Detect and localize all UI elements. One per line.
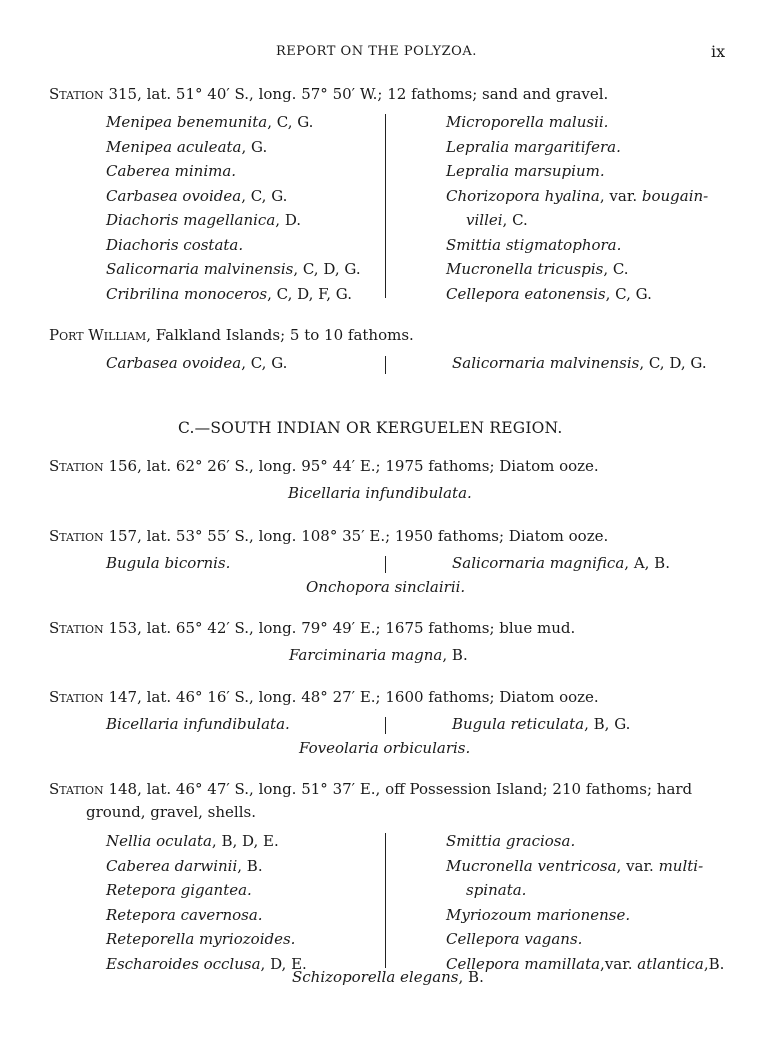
species-name: Cellepora mamillata bbox=[446, 954, 601, 973]
species-entry bbox=[106, 952, 307, 977]
species-locality-codes: , B. bbox=[237, 856, 263, 875]
column-divider bbox=[385, 833, 386, 968]
station-157-heading: Station 157, lat. 53° 55′ S., long. 108° 35′ E.; 1950 fathoms; Diatom ooze. bbox=[49, 527, 609, 545]
station-157-left-species: Bugula bicornis. bbox=[106, 554, 231, 572]
station-details: , Falkland Islands; 5 to 10 fathoms. bbox=[146, 326, 414, 344]
port-william-heading bbox=[49, 326, 414, 344]
station-156-heading: Station 156, lat. 62° 26′ S., long. 95° 44′ E.; 1975 fathoms; Diatom ooze. bbox=[49, 457, 599, 475]
species-name: spinata. bbox=[466, 881, 527, 899]
species-entry bbox=[106, 184, 361, 209]
station-157-right-species: Salicornaria magnifica, A, B. bbox=[452, 554, 670, 572]
species-entry bbox=[106, 233, 361, 258]
running-header: REPORT ON THE POLYZOA. bbox=[276, 44, 477, 59]
species-locality-codes: , C, G. bbox=[241, 186, 288, 205]
species-name: Retepora cavernosa. bbox=[106, 905, 263, 924]
species-name: Cellepora vagans. bbox=[446, 930, 583, 948]
species-locality-codes: , C, D, G. bbox=[293, 260, 361, 278]
species-locality-codes: ,var. bbox=[600, 954, 638, 973]
station-147-left-species: Bicellaria infundibulata. bbox=[106, 715, 290, 733]
station-315-heading bbox=[49, 85, 608, 103]
species-name: Carbasea ovoidea bbox=[106, 186, 242, 205]
species-name: Mucronella ventricosa bbox=[446, 856, 617, 875]
port-william-right-species: Salicornaria malvinensis, C, D, G. bbox=[452, 354, 707, 372]
species-name: Chorizopora hyalina bbox=[446, 186, 600, 205]
species-locality-codes: , C. bbox=[502, 211, 528, 229]
station-148-heading-continued: ground, gravel, shells. bbox=[86, 803, 256, 821]
species-name: Reteporella myriozoides. bbox=[106, 930, 296, 948]
station-label: Station bbox=[49, 85, 104, 103]
species-locality-codes: , C, G. bbox=[605, 284, 652, 303]
species-entry bbox=[446, 233, 708, 258]
species-entry bbox=[446, 927, 724, 952]
species-entry bbox=[446, 282, 708, 307]
species-entry bbox=[446, 829, 724, 854]
species-name: Menipea aculeata bbox=[106, 137, 242, 156]
species-variety: bougain- bbox=[641, 186, 709, 205]
species-entry bbox=[106, 135, 361, 160]
species-entry bbox=[446, 159, 708, 184]
species-locality-codes: , C. bbox=[603, 260, 629, 278]
station-147-center-species: Foveolaria orbicularis. bbox=[299, 739, 471, 757]
species-locality-codes: , B, D, E. bbox=[211, 832, 279, 850]
species-entry bbox=[106, 257, 361, 282]
station-315-left-list bbox=[106, 110, 361, 306]
species-locality-codes: , C, G. bbox=[267, 113, 314, 131]
species-entry bbox=[106, 903, 307, 928]
species-name: Caberea minima. bbox=[106, 162, 237, 180]
species-name: Smittia graciosa. bbox=[446, 832, 576, 850]
species-entry bbox=[106, 854, 307, 879]
station-153-species: Farciminaria magna, B. bbox=[289, 646, 468, 664]
species-locality-codes: , G. bbox=[241, 137, 268, 156]
species-name: Retepora gigantea. bbox=[106, 881, 252, 899]
species-entry bbox=[106, 110, 361, 135]
species-entry bbox=[106, 282, 361, 307]
species-name: Lepralia marsupium. bbox=[446, 162, 605, 180]
species-name: Microporella malusii. bbox=[446, 113, 609, 131]
station-details: 315, lat. 51° 40′ S., long. 57° 50′ W.; 12 fathoms; sand and gravel. bbox=[103, 85, 609, 103]
species-name: Cribrilina monoceros bbox=[106, 284, 268, 303]
species-locality-codes: ,B. bbox=[703, 954, 725, 973]
species-name: Menipea benemunita bbox=[106, 113, 268, 131]
species-entry bbox=[446, 208, 708, 233]
column-divider bbox=[385, 114, 386, 298]
species-entry bbox=[446, 110, 708, 135]
species-name: Diachoris magellanica bbox=[106, 211, 276, 229]
station-153-heading: Station 153, lat. 65° 42′ S., long. 79° 49′ E.; 1675 fathoms; blue mud. bbox=[49, 619, 576, 637]
species-entry bbox=[106, 927, 307, 952]
species-name: Escharoides occlusa bbox=[106, 954, 261, 973]
station-156-species: Bicellaria infundibulata. bbox=[288, 484, 472, 502]
species-entry bbox=[446, 257, 708, 282]
species-name: Myriozoum marionense. bbox=[446, 905, 631, 924]
section-title: C.—SOUTH INDIAN OR KERGUELEN REGION. bbox=[178, 419, 563, 437]
port-william-left-species: Carbasea ovoidea, C, G. bbox=[106, 354, 288, 372]
column-divider bbox=[385, 556, 386, 573]
species-name: villei bbox=[466, 211, 503, 229]
species-name: Nellia oculata bbox=[106, 832, 212, 850]
station-label: Port William bbox=[49, 326, 147, 344]
species-name: Caberea darwinii bbox=[106, 856, 238, 875]
station-148-left-list bbox=[106, 829, 307, 976]
species-entry bbox=[106, 208, 361, 233]
species-locality-codes: , D. bbox=[275, 211, 302, 229]
station-147-right-species: Bugula reticulata, B, G. bbox=[452, 715, 631, 733]
column-divider bbox=[385, 356, 386, 374]
station-148-right-list bbox=[446, 829, 724, 976]
species-entry bbox=[446, 952, 724, 977]
species-entry bbox=[106, 829, 307, 854]
species-entry bbox=[106, 878, 307, 903]
species-name: Salicornaria malvinensis bbox=[106, 260, 294, 278]
species-name: Smittia stigmatophora. bbox=[446, 235, 622, 254]
station-315-right-list bbox=[446, 110, 708, 306]
station-157-center-species: Onchopora sinclairii. bbox=[306, 578, 466, 596]
species-name: Lepralia margaritifera. bbox=[446, 137, 621, 156]
species-variety: multi- bbox=[658, 856, 704, 875]
species-entry bbox=[446, 903, 724, 928]
column-divider bbox=[385, 717, 386, 734]
species-variety: atlantica bbox=[637, 954, 704, 973]
species-name: Diachoris costata. bbox=[106, 235, 244, 254]
station-147-heading: Station 147, lat. 46° 16′ S., long. 48° 27′ E.; 1600 fathoms; Diatom ooze. bbox=[49, 688, 599, 706]
species-entry bbox=[446, 878, 724, 903]
page-number: ix bbox=[711, 42, 726, 61]
species-entry bbox=[106, 159, 361, 184]
station-148-heading: Station 148, lat. 46° 47′ S., long. 51° 37′ E., off Possession Island; 210 fathoms; hard bbox=[49, 780, 693, 798]
species-name: Mucronella tricuspis bbox=[446, 260, 604, 278]
species-locality-codes: , D, E. bbox=[260, 954, 307, 973]
station-148-center-species: Schizoporella elegans, B. bbox=[292, 968, 484, 986]
species-locality-codes: , var. bbox=[616, 856, 659, 875]
species-entry bbox=[446, 135, 708, 160]
species-name: Cellepora eatonensis bbox=[446, 284, 606, 303]
species-locality-codes: , var. bbox=[599, 186, 642, 205]
species-locality-codes: , C, D, F, G. bbox=[267, 284, 352, 303]
species-entry bbox=[446, 184, 708, 209]
species-entry bbox=[446, 854, 724, 879]
